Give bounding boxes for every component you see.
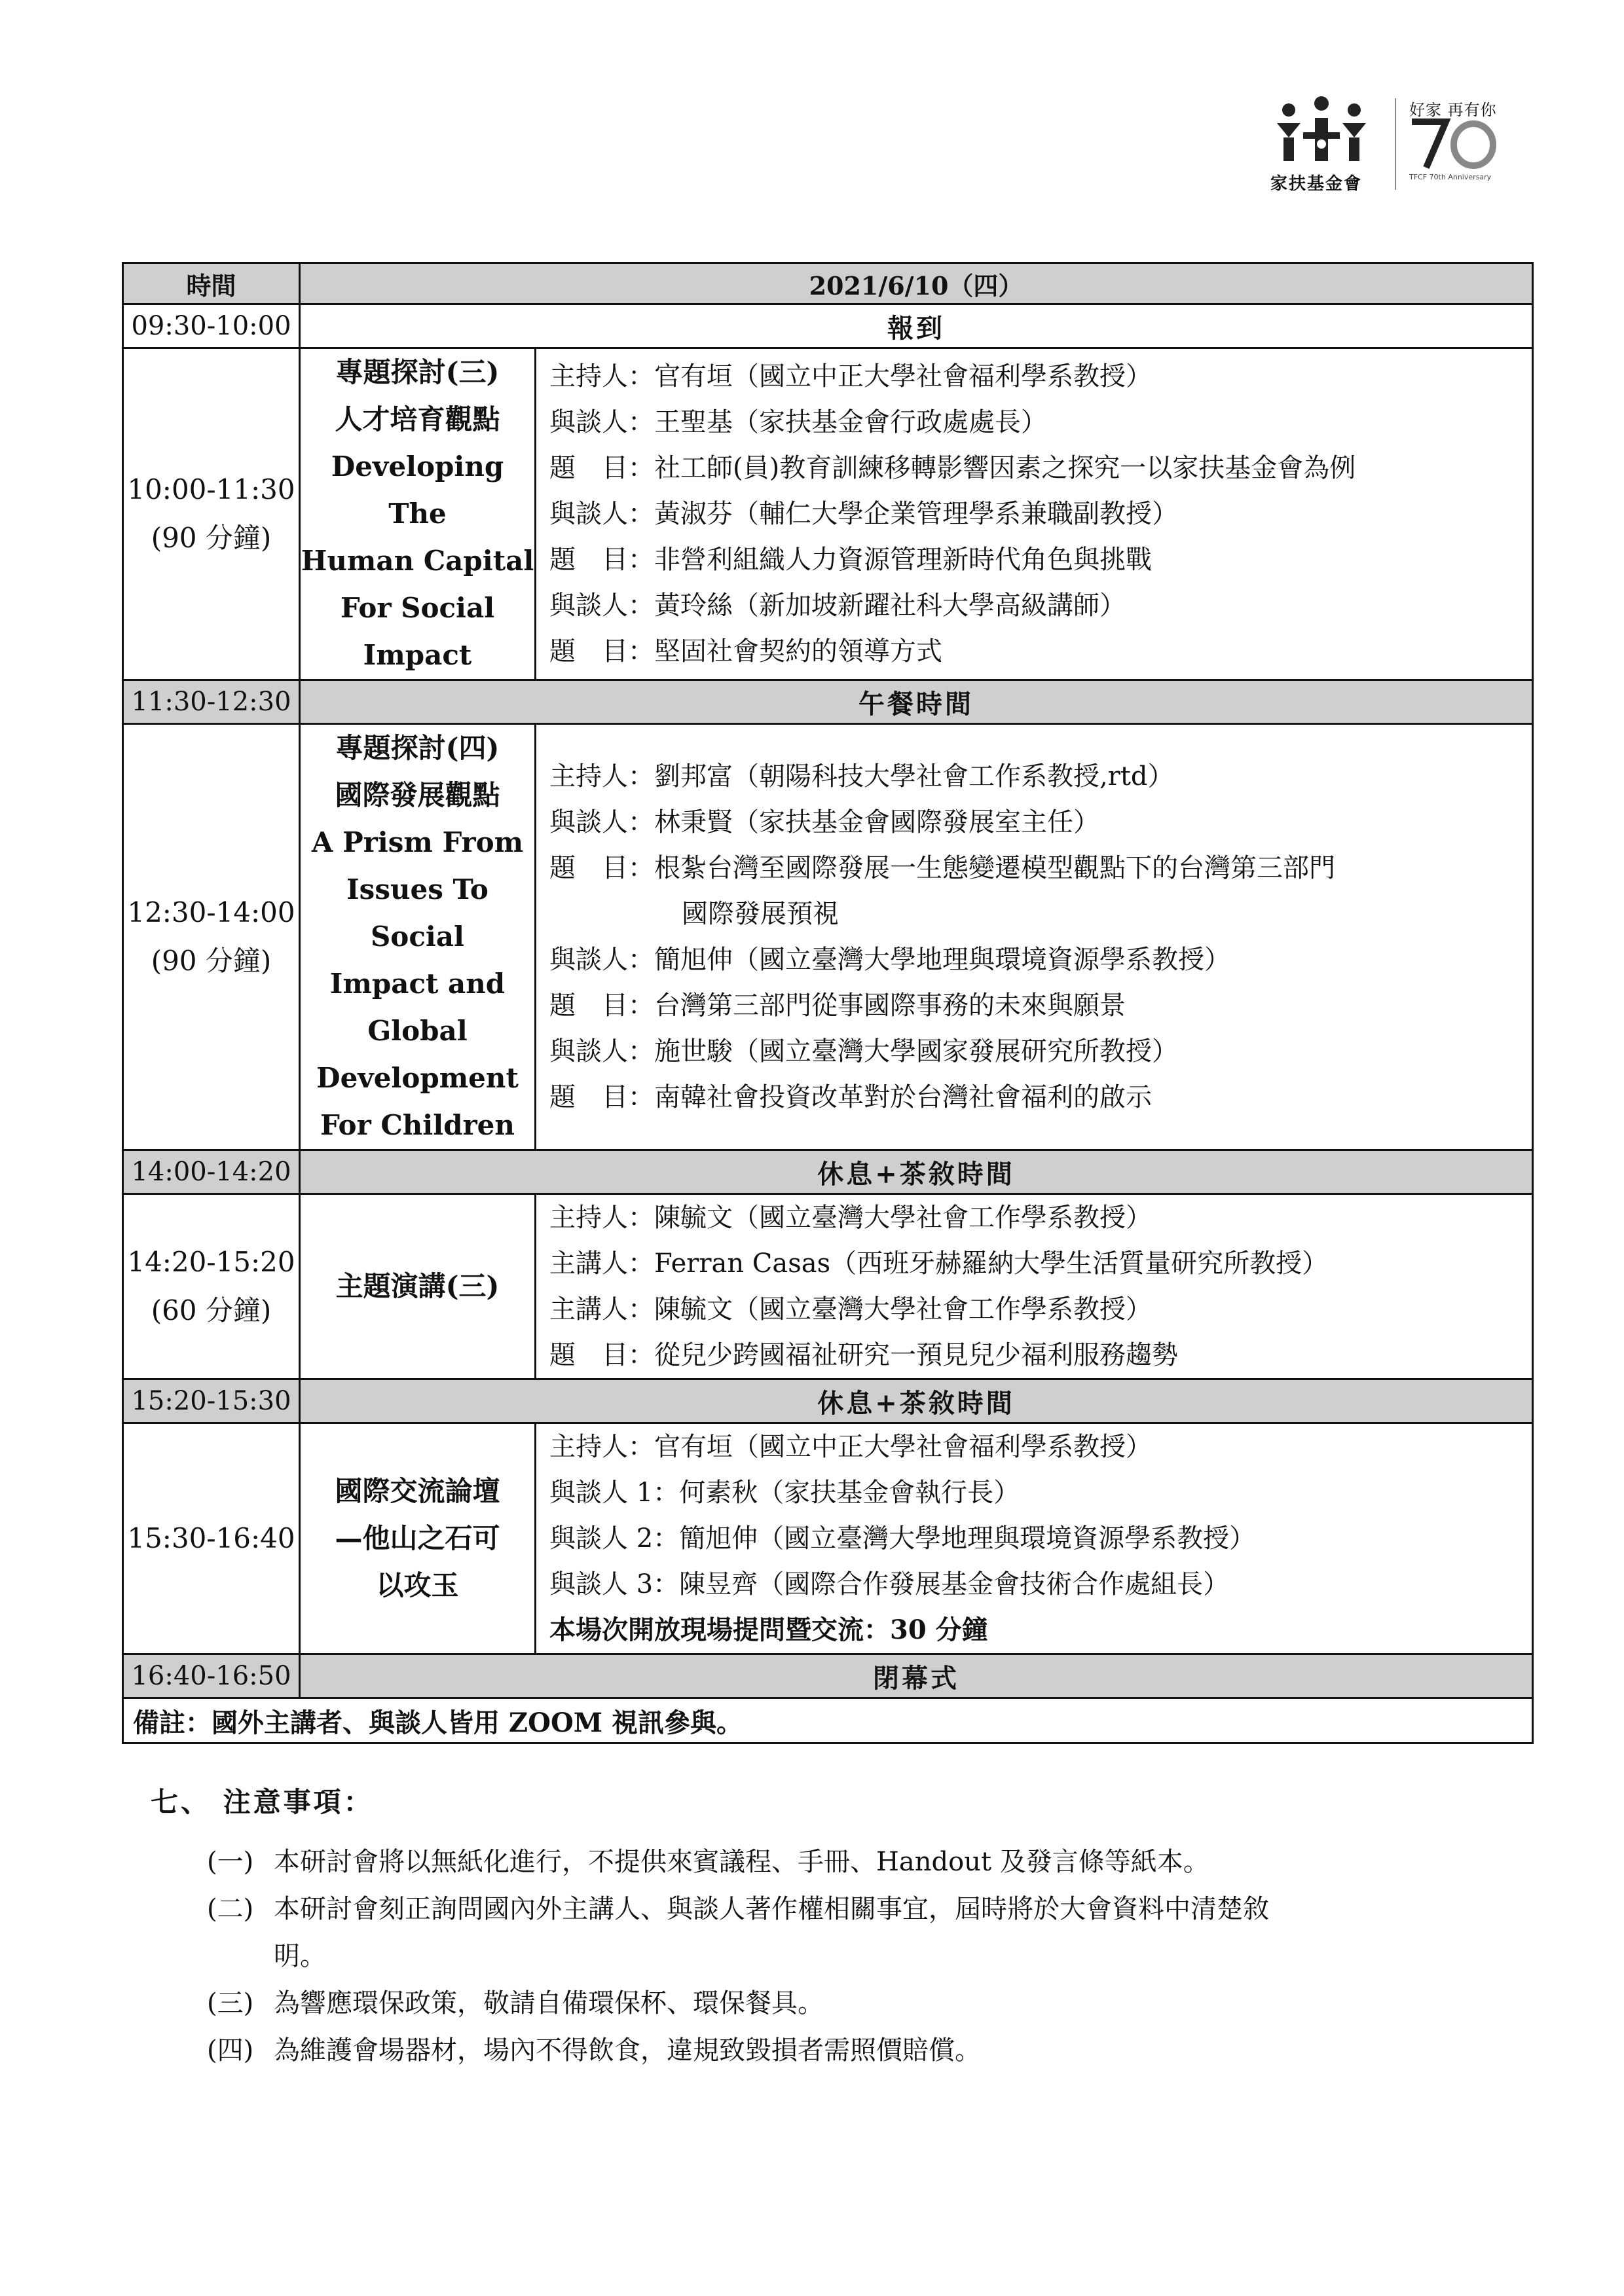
anniversary-70-logo bbox=[1409, 118, 1501, 170]
topic-line: Development bbox=[316, 1062, 519, 1094]
table-row bbox=[123, 1194, 1533, 1379]
duration: (60 分鐘) bbox=[151, 1294, 272, 1326]
row-time bbox=[123, 348, 300, 680]
table-row bbox=[123, 1150, 1533, 1194]
table-row bbox=[123, 1654, 1533, 1698]
detail-line: 題 目：台灣第三部門從事國際事務的未來與願景 bbox=[549, 991, 1126, 1021]
duration: (90 分鐘) bbox=[151, 522, 272, 554]
detail-line: 題 目：南韓社會投資改革對於台灣社會福利的啟示 bbox=[549, 1082, 1152, 1112]
note-item bbox=[151, 1980, 1526, 2027]
topic-line: For Children bbox=[320, 1109, 515, 1141]
table-row bbox=[123, 680, 1533, 724]
row-label: 午餐時間 bbox=[300, 680, 1533, 724]
topic-line: 專題探討(四) bbox=[335, 732, 500, 764]
note-item bbox=[151, 1886, 1526, 1933]
row-label: 閉幕式 bbox=[300, 1654, 1533, 1698]
topic-line: —他山之石可 bbox=[335, 1522, 500, 1554]
note-text: 為維護會場器材，場內不得飲食，違規致毀損者需照價賠償。 bbox=[274, 2035, 981, 2066]
logo-anniversary-text: TFCF 70th Anniversary bbox=[1409, 173, 1492, 181]
table-header-row bbox=[123, 263, 1533, 304]
topic-line: A Prism From bbox=[311, 826, 524, 858]
table-note: 備註：國外主講者、與談人皆用 ZOOM 視訊參與。 bbox=[123, 1698, 1533, 1743]
detail-line: 與談人：施世駿（國立臺灣大學國家發展研究所教授） bbox=[549, 1036, 1178, 1066]
note-text: 本研討會將以無紙化進行，不提供來賓議程、手冊、Handout 及發言條等紙本。 bbox=[274, 1847, 1209, 1877]
detail-line: 主講人：Ferran Casas（西班牙赫羅納大學生活質量研究所教授） bbox=[549, 1248, 1329, 1279]
detail-line: 與談人：林秉賢（家扶基金會國際發展室主任） bbox=[549, 807, 1099, 837]
table-row bbox=[123, 1423, 1533, 1654]
session-details bbox=[536, 724, 1533, 1150]
row-time bbox=[123, 1194, 300, 1379]
row-label: 休息+茶敘時間 bbox=[300, 1150, 1533, 1194]
detail-line: 題 目：根紮台灣至國際發展一生態變遷模型觀點下的台灣第三部門 bbox=[549, 853, 1335, 883]
session-details bbox=[536, 1423, 1533, 1654]
row-label: 報到 bbox=[300, 304, 1533, 348]
note-item bbox=[151, 2027, 1526, 2074]
notes-section bbox=[151, 1781, 1526, 2074]
session-topic bbox=[300, 348, 536, 680]
table-note-row bbox=[123, 1698, 1533, 1743]
table-row bbox=[123, 304, 1533, 348]
detail-line: 主持人：陳毓文（國立臺灣大學社會工作學系教授） bbox=[549, 1203, 1152, 1233]
topic-line: 主題演講(三) bbox=[335, 1270, 500, 1302]
note-item bbox=[151, 1838, 1526, 1886]
note-label: (二) bbox=[207, 1894, 254, 1924]
row-label: 休息+茶敘時間 bbox=[300, 1379, 1533, 1423]
detail-line: 與談人：簡旭伸（國立臺灣大學地理與環境資源學系教授） bbox=[549, 945, 1230, 975]
detail-line: 題 目：堅固社會契約的領導方式 bbox=[549, 636, 942, 666]
topic-line: Global bbox=[367, 1015, 468, 1047]
topic-line: 國際發展觀點 bbox=[335, 779, 500, 811]
schedule-table bbox=[122, 262, 1534, 1744]
notes-heading: 七、 注意事項： bbox=[151, 1786, 374, 1818]
topic-line: Issues To Social bbox=[346, 873, 489, 953]
table-row bbox=[123, 348, 1533, 680]
session-topic bbox=[300, 1194, 536, 1379]
row-time bbox=[123, 1423, 300, 1654]
logo-org-name: 家扶基金會 bbox=[1270, 174, 1363, 194]
row-time bbox=[123, 724, 300, 1150]
session-details bbox=[536, 1194, 1533, 1379]
topic-line: Impact and bbox=[329, 968, 506, 1000]
detail-line: 本場次開放現場提問暨交流：30 分鐘 bbox=[549, 1614, 988, 1645]
topic-line: Human Capital bbox=[301, 545, 534, 577]
detail-line: 與談人 3：陳昱齊（國際合作發展基金會技術合作處組長） bbox=[549, 1569, 1230, 1599]
topic-line: 專題探討(三) bbox=[335, 356, 500, 388]
tfcf-logo bbox=[1264, 92, 1513, 196]
detail-line: 題 目：社工師(員)教育訓練移轉影響因素之探究一以家扶基金會為例 bbox=[549, 453, 1356, 483]
time-range: 14:20-15:20 bbox=[127, 1246, 295, 1278]
logo-divider bbox=[1395, 98, 1396, 190]
logo-slogan: 好家 再有你 bbox=[1409, 101, 1497, 119]
topic-line: Impact bbox=[363, 639, 472, 671]
detail-line: 與談人：黃玲絲（新加坡新躍社科大學高級講師） bbox=[549, 591, 1126, 621]
session-topic bbox=[300, 1423, 536, 1654]
detail-line: 題 目：從兒少跨國福祉研究一預見兒少福利服務趨勢 bbox=[549, 1340, 1178, 1370]
duration: (90 分鐘) bbox=[151, 945, 272, 977]
row-time: 15:20-15:30 bbox=[123, 1379, 300, 1423]
note-text: 本研討會刻正詢問國內外主講人、與談人著作權相關事宜，屆時將於大會資料中清楚敘 bbox=[274, 1894, 1269, 1924]
detail-line: 主持人：官有垣（國立中正大學社會福利學系教授） bbox=[549, 1432, 1152, 1462]
session-details bbox=[536, 348, 1533, 680]
note-text: 為響應環保政策，敬請自備環保杯、環保餐具。 bbox=[274, 1988, 824, 2018]
time-range: 15:30-16:40 bbox=[127, 1522, 295, 1554]
note-label: (一) bbox=[207, 1847, 254, 1877]
topic-line: 以攻玉 bbox=[376, 1569, 459, 1601]
topic-line: 人才培育觀點 bbox=[335, 403, 500, 435]
header-date: 2021/6/10（四） bbox=[300, 263, 1533, 304]
row-time: 14:00-14:20 bbox=[123, 1150, 300, 1194]
time-range: 10:00-11:30 bbox=[127, 473, 295, 505]
session-topic bbox=[300, 724, 536, 1150]
detail-line: 與談人 2：簡旭伸（國立臺灣大學地理與環境資源學系教授） bbox=[549, 1523, 1256, 1554]
time-range: 12:30-14:00 bbox=[127, 896, 295, 928]
topic-line: For Social bbox=[340, 592, 495, 624]
detail-line: 主持人：劉邦富（朝陽科技大學社會工作系教授,rtd） bbox=[549, 761, 1174, 792]
header-time: 時間 bbox=[123, 263, 300, 304]
detail-line: 主持人：官有垣（國立中正大學社會福利學系教授） bbox=[549, 361, 1152, 392]
detail-line: 與談人：黃淑芬（輔仁大學企業管理學系兼職副教授） bbox=[549, 499, 1178, 529]
topic-line: 國際交流論壇 bbox=[335, 1475, 500, 1507]
note-label: (四) bbox=[207, 2035, 254, 2066]
table-row bbox=[123, 724, 1533, 1150]
note-item-continuation: 明。 bbox=[274, 1941, 326, 1971]
table-row bbox=[123, 1379, 1533, 1423]
note-label: (三) bbox=[207, 1988, 254, 2018]
detail-line: 與談人：王聖基（家扶基金會行政處處長） bbox=[549, 407, 1047, 437]
topic-line: Developing The bbox=[331, 450, 504, 530]
detail-line: 題 目：非營利組織人力資源管理新時代角色與挑戰 bbox=[549, 545, 1152, 575]
detail-line: 主講人：陳毓文（國立臺灣大學社會工作學系教授） bbox=[549, 1294, 1152, 1324]
row-time: 16:40-16:50 bbox=[123, 1654, 300, 1698]
detail-line: 國際發展預視 bbox=[682, 899, 839, 929]
row-time: 09:30-10:00 bbox=[123, 304, 300, 348]
detail-line: 與談人 1：何素秋（家扶基金會執行長） bbox=[549, 1478, 1020, 1508]
row-time: 11:30-12:30 bbox=[123, 680, 300, 724]
